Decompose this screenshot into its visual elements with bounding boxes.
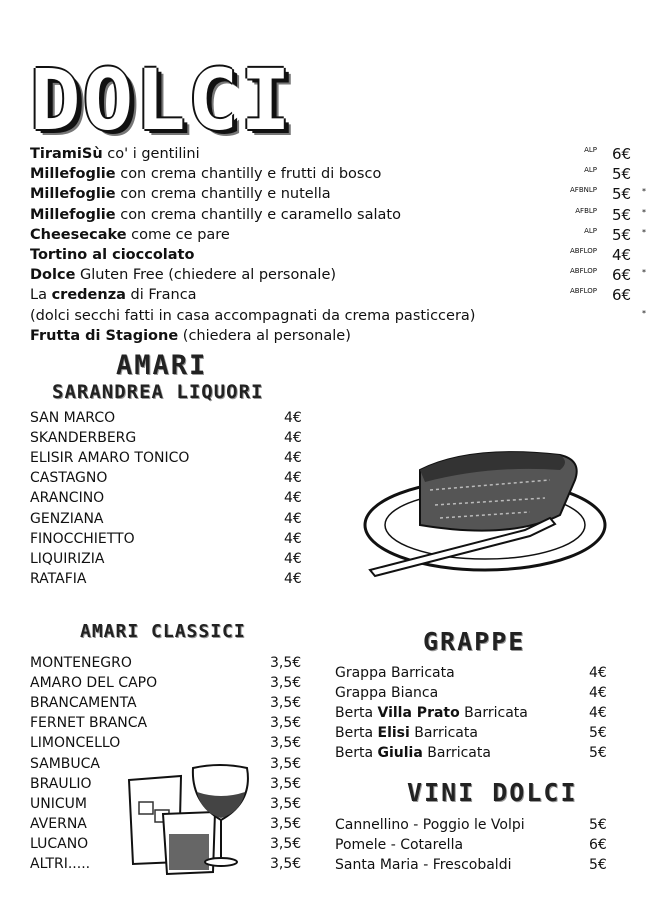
allergen-codes: ABFLOP [570,247,597,255]
frozen-marker: * [642,227,646,237]
item-price: 6€ [589,837,607,854]
item-name [335,743,491,763]
item-name: FINOCCHIETTO [30,530,135,547]
item-name: ALTRI..... [30,856,91,872]
item-name: FERNET BRANCA [30,715,148,732]
amaro-item [30,428,324,448]
item-price: 3,5€ [270,735,302,752]
dessert-item [30,164,632,184]
item-name: LIMONCELLO [30,735,121,752]
dessert-name: Millefoglie [30,166,116,183]
dessert-label [30,308,475,324]
grappa-item [335,683,629,703]
dessert-price: 5€ [612,205,632,224]
item-name: Santa Maria - Frescobaldi [335,857,512,874]
amaro-item [30,468,324,488]
vino-dolce-item [335,855,629,875]
amaro-item [30,488,324,508]
dessert-item [30,245,632,265]
dessert-label [30,287,197,303]
dessert-price: 5€ [612,185,632,204]
amaro-item [30,549,324,569]
item-price: 4€ [284,490,302,507]
frozen-marker: * [642,268,646,278]
grappe-heading: GRAPPE [423,627,526,656]
item-name: SAMBUCA [30,755,101,772]
dessert-item [30,265,646,285]
amaro-classico-item [30,693,310,713]
dessert-name: Millefoglie [30,186,116,203]
dessert-name: TiramiSù [30,146,103,162]
item-price: 4€ [284,530,302,547]
item-name [335,703,528,723]
dessert-name: Dolce [30,267,76,284]
item-price: 3,5€ [270,775,302,792]
dessert-price: 4€ [612,246,632,264]
amari-classici-heading: AMARI CLASSICI [80,621,246,642]
item-price: 4€ [284,430,302,447]
amaro-classico-item [30,653,310,673]
dessert-description: Gluten Free (chiedere al personale) [75,267,337,284]
item-name: SKANDERBERG [30,430,137,447]
item-price: 4€ [284,550,302,567]
allergen-codes: AFBNLP [570,186,597,195]
item-price: 5€ [589,745,607,762]
sarandrea-heading: SARANDREA LIQUORI [52,381,264,403]
pie-slice-plate-icon [360,440,610,580]
item-name-suffix: Barricata [459,705,528,722]
allergen-codes: ALP [584,166,597,175]
item-name-highlight: Giulia [377,745,423,762]
item-price: 3,5€ [270,815,302,832]
dessert-name: credenza [51,287,126,304]
item-price: 4€ [589,665,607,681]
amaro-classico-item [30,733,310,753]
dessert-label [30,227,230,243]
dessert-description: con crema chantilly e caramello salato [115,206,401,223]
item-name-prefix: Berta [335,745,378,762]
item-price: 3,5€ [270,835,302,852]
item-price: 3,5€ [270,695,302,712]
amaro-item [30,509,324,529]
vino-dolce-item [335,815,629,835]
allergen-codes: ABFLOP [570,267,597,276]
item-price: 3,5€ [270,715,302,732]
amaro-classico-item [30,673,310,693]
dessert-label [30,267,336,283]
frozen-marker: * [642,207,646,217]
dessert-description: di Franca [125,287,197,304]
dessert-name: Frutta di Stagione [30,327,179,344]
item-price: 5€ [589,857,607,874]
item-name: MONTENEGRO [30,655,132,671]
dessert-description: con crema chantilly e frutti di bosco [115,166,382,183]
item-price: 5€ [589,817,607,833]
dessert-item [30,225,646,245]
frozen-marker: * [642,308,646,318]
vini-dolci-heading: VINI DOLCI [407,778,578,807]
item-name: LIQUIRIZIA [30,550,105,567]
allergen-codes: ALP [584,226,597,235]
item-name: ARANCINO [30,490,105,507]
item-name-prefix: Berta [335,725,378,742]
item-name [335,723,478,743]
item-price: 3,5€ [270,755,302,772]
item-price: 4€ [284,450,302,467]
dessert-price: 6€ [612,266,632,285]
frozen-marker: * [642,187,646,197]
item-price: 5€ [589,725,607,742]
amaro-item [30,408,324,428]
item-price: 4€ [589,705,607,722]
dessert-label [30,247,194,263]
item-price: 3,5€ [270,675,302,692]
allergen-codes: ABFLOP [570,287,597,296]
allergen-codes: AFBLP [575,206,597,215]
amaro-item [30,448,324,468]
dessert-price: 5€ [612,165,632,184]
dessert-price: 6€ [612,145,632,163]
grappa-item [335,723,629,743]
item-name-suffix: Barricata [409,725,478,742]
item-price: 3,5€ [270,795,302,812]
item-name [335,663,455,683]
item-name: ELISIR AMARO TONICO [30,450,190,467]
dessert-name: Tortino al cioccolato [30,247,195,263]
item-name: BRANCAMENTA [30,695,137,712]
item-name: Cannellino - Poggio le Volpi [335,817,525,833]
grappa-item [335,663,629,683]
dessert-description: co' i gentilini [102,146,200,162]
item-price: 4€ [284,470,302,487]
amaro-item [30,569,324,589]
dessert-description: con crema chantilly e nutella [115,186,331,203]
liquor-glasses-icon [125,762,255,880]
item-name: BRAULIO [30,775,92,792]
item-name-highlight: Elisi [377,725,410,742]
item-name: UNICUM [30,795,87,812]
item-price: 4€ [589,685,607,702]
dessert-price: 5€ [612,225,632,244]
item-name-suffix: Barricata [422,745,491,762]
item-name: AVERNA [30,815,87,832]
item-name: SAN MARCO [30,410,116,426]
item-price: 4€ [284,570,302,587]
dessert-description: come ce pare [126,226,230,243]
dessert-item [30,306,646,326]
item-price: 3,5€ [270,856,302,872]
dessert-item [30,184,646,204]
item-name-prefix: Grappa Barricata [335,665,455,681]
item-name-prefix: Berta [335,705,378,722]
item-name: CASTAGNO [30,470,108,487]
dessert-label [30,207,401,223]
item-price: 4€ [284,510,302,527]
page-title: DOLCI [30,51,293,149]
item-name-highlight: Villa Prato [377,705,460,722]
item-price: 4€ [284,410,302,426]
amaro-item [30,529,324,549]
dessert-description: (dolci secchi fatti in casa accompagnati da crema pasticcera) [30,307,476,324]
dessert-price: 6€ [612,286,632,305]
item-price: 3,5€ [270,655,302,671]
dessert-label [30,186,331,202]
dessert-label [30,146,200,162]
dessert-name: Millefoglie [30,206,116,223]
vino-dolce-item [335,835,629,855]
dessert-label [30,328,351,344]
dessert-description: (chiedera al personale) [178,327,351,344]
item-name: LUCANO [30,835,89,852]
dessert-item [30,326,620,346]
allergen-codes: ALP [584,146,597,154]
grappa-item [335,743,629,763]
item-name: Pomele - Cotarella [335,837,464,854]
item-name: GENZIANA [30,510,104,527]
item-name-prefix: Grappa Bianca [335,685,439,702]
item-name [335,683,438,703]
dessert-label [30,166,381,182]
dessert-item [30,205,646,225]
dessert-item [30,144,632,164]
item-name: AMARO DEL CAPO [30,675,158,692]
amaro-classico-item [30,713,310,733]
item-name: RATAFIA [30,570,87,587]
amari-heading: AMARI [116,350,208,381]
dessert-item [30,285,632,305]
dessert-prefix: La [30,287,52,304]
grappa-item [335,703,629,723]
dessert-name: Cheesecake [30,226,127,243]
